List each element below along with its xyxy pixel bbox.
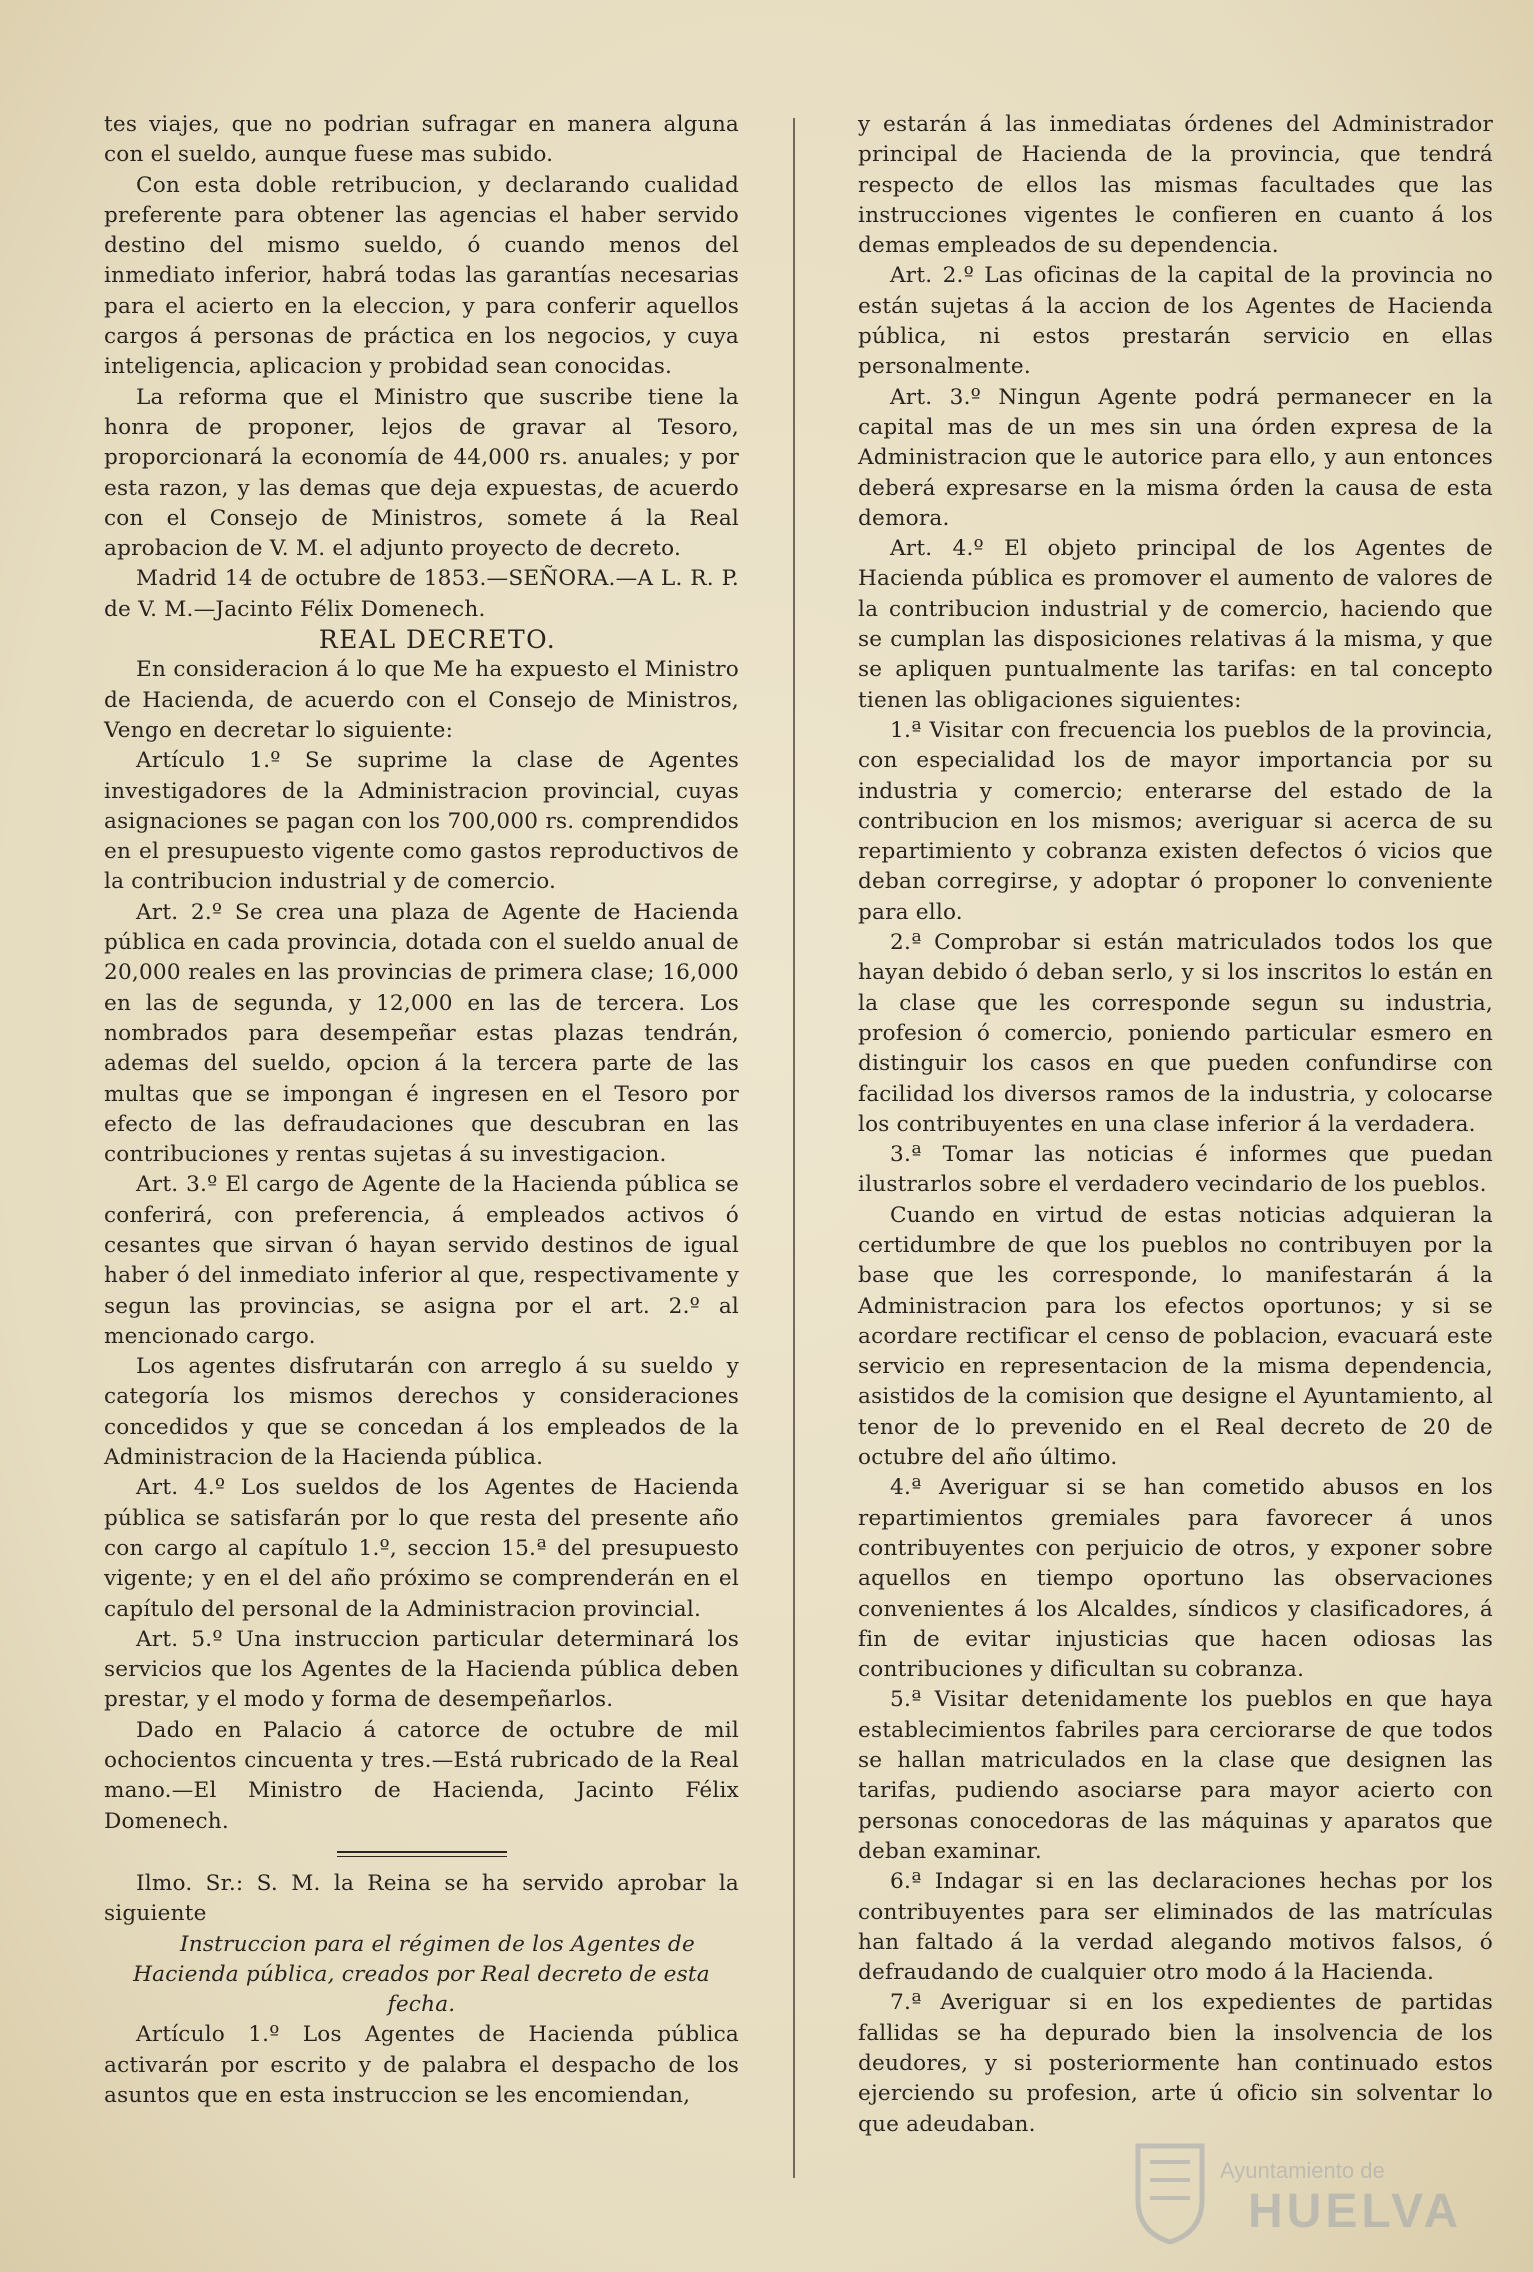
left-paragraph: Artículo 1.º Los Agentes de Hacienda pública activarán por escrito y de palabra el despacho de los asuntos que en esta instruccion se les encomiendan, [104, 2022, 739, 2108]
left-paragraph: La reforma que el Ministro que suscribe tiene la honra de proponer, lejos de gravar al Tesoro, proporcionará la economía de 44,000 rs. anuales; y por esta razon, y las demas que deja expuestas, de acuerdo con el Consejo de Ministros, somete á la Real aprobacion de V. M. el adjunto proyecto de decreto. [104, 384, 739, 562]
left-paragraph: Art. 4.º Los sueldos de los Agentes de Hacienda pública se satisfarán por lo que resta del presente año con cargo al capítulo 1.º, seccion 15.ª del presupuesto vigente; y en el del año próximo se comprenderán en el capítulo del personal de la Administracion provincial. [104, 1475, 739, 1622]
column-divider [793, 118, 795, 2178]
right-paragraph: y estarán á las inmediatas órdenes del Administrador principal de Hacienda de la provincia, que tendrá respecto de ellos las mismas facultades que las instrucciones vigentes le confieren en cuanto á los demas empleados de su dependencia. [858, 112, 1493, 259]
right-paragraph: 6.ª Indagar si en las declaraciones hechas por los contribuyentes para ser eliminados de las matrículas han faltado á la verdad alegando motivos falsos, ó defraudando de cualquier otro modo á la Hacienda. [858, 1869, 1493, 1986]
left-paragraph: Los agentes disfrutarán con arreglo á su sueldo y categoría los mismos derechos y consideraciones concedidos y que se concedan á los empleados de la Administracion de la Hacienda pública. [104, 1354, 739, 1471]
right-paragraph: 7.ª Averiguar si en los expedientes de partidas fallidas se ha depurado bien la insolvencia de los deudores, y si posteriormente han continuado estos ejerciendo su profesion, arte ú oficio sin solventar lo que adeudaban. [858, 1990, 1493, 2137]
left-paragraph: En consideracion á lo que Me ha expuesto el Ministro de Hacienda, de acuerdo con el Consejo de Ministros, Vengo en decretar lo siguiente: [104, 657, 739, 743]
left-paragraph: Dado en Palacio á catorce de octubre de mil ochocientos cincuenta y tres.—Está rubricado de la Real mano.—El Ministro de Hacienda, Jacinto Félix Domenech. [104, 1717, 739, 1834]
right-paragraph: 1.ª Visitar con frecuencia los pueblos de la provincia, con especialidad los de mayor importancia por su industria y comercio; enterarse del estado de la contribucion en los mismos; averiguar si acerca de su repartimiento y cobranza existen defectos ó vicios que deban corregirse, y adoptar ó proponer lo conveniente para ello. [858, 717, 1493, 925]
left-text-column [104, 110, 739, 2111]
right-paragraph: Cuando en virtud de estas noticias adquieran la certidumbre de que los pueblos no contribuyen por la base que les corresponde, lo manifestarán á la Administracion para los efectos oportunos; y si se acordare rectificar el censo de poblacion, evacuará este servicio en representacion de la misma dependencia, asistidos de la comision que designe el Ayuntamiento, al tenor de lo prevenido en el Real decreto de 20 de octubre del año último. [858, 1202, 1493, 1471]
left-paragraph: Con esta doble retribucion, y declarando cualidad preferente para obtener las agencias el haber servido destino del mismo sueldo, ó cuando menos del inmediato inferior, habrá todas las garantías necesarias para el acierto en la eleccion, y para conferir aquellos cargos á personas de práctica en los negocios, y cuya inteligencia, aplicacion y probidad sean conocidas. [104, 172, 739, 380]
left-paragraph: Art. 3.º El cargo de Agente de la Hacienda pública se conferirá, con preferencia, á empleados activos ó cesantes que sirvan ó hayan servido destinos de igual haber ó del inmediato inferior al que, respectivamente y segun las provincias, se asigna por el art. 2.º al mencionado cargo. [104, 1172, 739, 1349]
archive-watermark [1130, 2140, 1463, 2250]
watermark-line1: Ayuntamiento de [1220, 2158, 1385, 2183]
instruction-title: Instruccion para el régimen de los Agentes de Hacienda pública, creados por Real decreto de esta fecha. [133, 1931, 710, 2018]
left-paragraph: tes viajes, que no podrian sufragar en manera alguna con el sueldo, aunque fuese mas subido. [104, 112, 739, 168]
left-paragraph: Art. 2.º Se crea una plaza de Agente de Hacienda pública en cada provincia, dotada con el sueldo anual de 20,000 reales en las provincias de primera clase; 16,000 en las de segunda, y 12,000 en las de tercera. Los nombrados para desempeñar estas plazas tendrán, ademas del sueldo, opcion á la tercera parte de las multas que se impongan é ingresen en el Tesoro por efecto de las defraudaciones que descubran en las contribuciones y rentas sujetas á su investigacion. [104, 899, 739, 1168]
right-paragraph: 4.ª Averiguar si se han cometido abusos en los repartimientos gremiales para favorecer á unos contribuyentes con perjuicio de otros, y exponer sobre aquellos en tiempo oportuno las observaciones convenientes á los Alcaldes, síndicos y clasificadores, á fin de evitar injusticias que hacen odiosas las contribuciones y dificultan su cobranza. [858, 1475, 1493, 1683]
left-paragraph: Madrid 14 de octubre de 1853.—SEÑORA.—A L. R. P. de V. M.—Jacinto Félix Domenech. [104, 566, 739, 622]
right-paragraph: 5.ª Visitar detenidamente los pueblos en que haya establecimientos fabriles para cerciorarse de que todos se hallan matriculados en la clase que designen las tarifas, pudiendo asociarse para mayor acierto con personas conocedoras de las máquinas y aparatos que deban examinar. [858, 1687, 1493, 1864]
section-separator-rule [337, 1851, 507, 1857]
right-paragraph: Art. 3.º Ningun Agente podrá permanecer en la capital mas de un mes sin una órden expresa de la Administracion que le autorice para ello, y aun entonces deberá expresarse en la misma órden la causa de esta demora. [858, 384, 1493, 531]
shield-icon [1130, 2140, 1210, 2245]
right-paragraph: Art. 2.º Las oficinas de la capital de la provincia no están sujetas á la accion de los Agentes de Hacienda pública, ni estos prestarán servicio en ellas personalmente. [858, 263, 1493, 380]
right-text-column [858, 110, 1493, 2140]
left-paragraph: Artículo 1.º Se suprime la clase de Agentes investigadores de la Administracion provincial, cuyas asignaciones se pagan con los 700,000 rs. comprendidos en el presupuesto vigente como gastos reproductivos de la contribucion industrial y de comercio. [104, 748, 739, 895]
left-paragraph: Ilmo. Sr.: S. M. la Reina se ha servido aprobar la siguiente [104, 1870, 739, 1927]
section-heading: REAL DECRETO. [318, 625, 557, 655]
left-paragraph: Art. 5.º Una instruccion particular determinará los servicios que los Agentes de la Hacienda pública deben prestar, y el modo y forma de desempeñarlos. [104, 1626, 739, 1713]
right-paragraph: 3.ª Tomar las noticias é informes que puedan ilustrarlos sobre el verdadero vecindario de los pueblos. [858, 1142, 1493, 1198]
right-paragraph: Art. 4.º El objeto principal de los Agentes de Hacienda pública es promover el aumento de valores de la contribucion industrial y de comercio, haciendo que se cumplan las disposiciones relativas á la misma, y que se apliquen puntualmente las tarifas: en tal concepto tienen las obligaciones siguientes: [858, 536, 1493, 713]
watermark-line2: HUELVA [1248, 2185, 1463, 2238]
right-paragraph: 2.ª Comprobar si están matriculados todos los que hayan debido ó deban serlo, y si los inscritos lo están en la clase que les corresponde segun su industria, profesion ó comercio, poniendo particular esmero en distinguir los casos en que pueden confundirse con facilidad los diversos ramos de la industria, y colocarse los contribuyentes en una clase inferior á la verdadera. [858, 930, 1493, 1137]
